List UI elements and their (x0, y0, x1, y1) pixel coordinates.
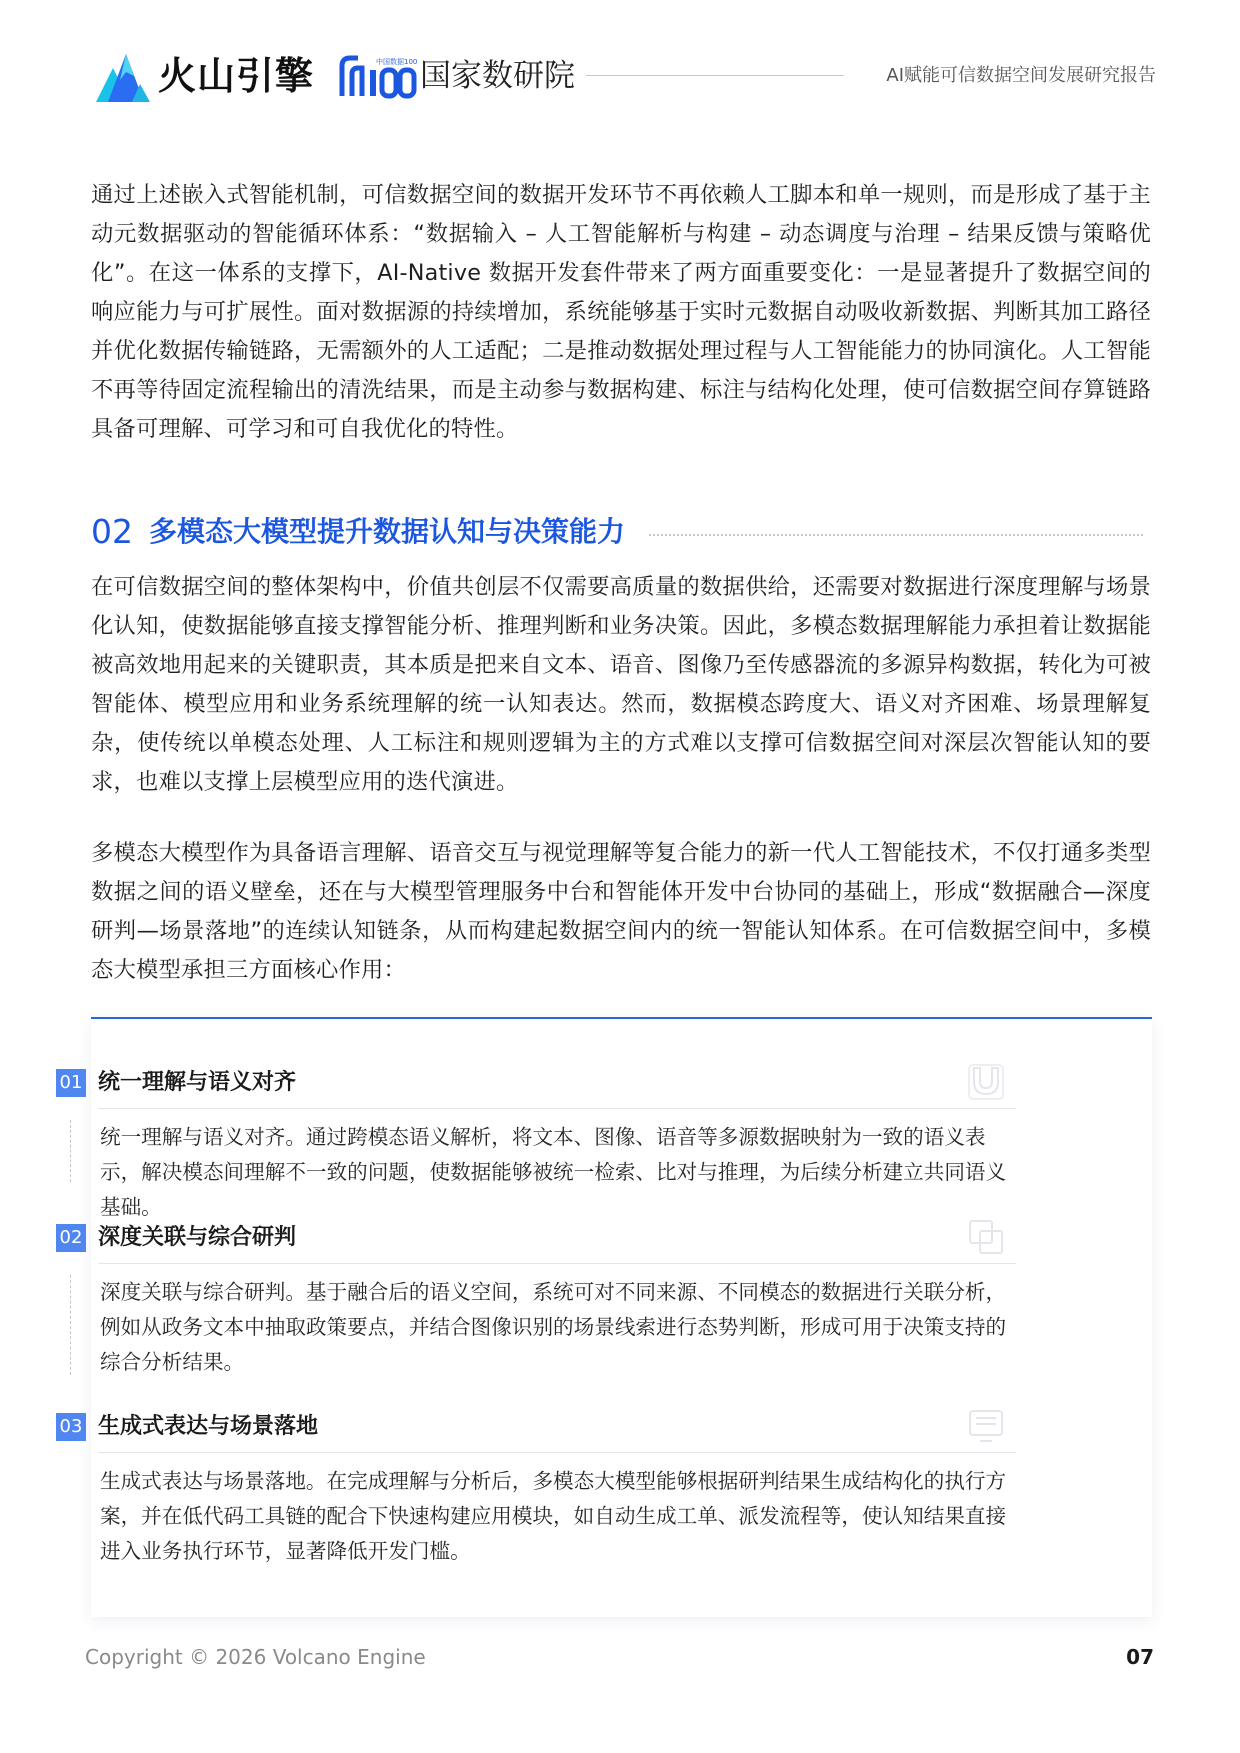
volcano-mountain-icon (96, 50, 150, 102)
national-data-institute-logo-text: 国家数研院 (420, 58, 575, 94)
section-number: 02 (91, 512, 133, 551)
core-role-badge: 03 (56, 1413, 86, 1441)
overlap-squares-icon (966, 1217, 1006, 1257)
section-heading (91, 509, 1143, 555)
core-role-title: 统一理解与语义对齐 (98, 1070, 297, 1095)
core-role-divider (98, 1263, 1016, 1264)
core-role-divider (98, 1452, 1016, 1453)
core-role-header (56, 1221, 1016, 1255)
copyright-notice: Copyright © 2026 Volcano Engine (85, 1645, 426, 1669)
core-role-dashed-guide (70, 1120, 71, 1182)
section-title: 多模态大模型提升数据认知与决策能力 (149, 515, 626, 548)
core-role-dashed-guide (70, 1275, 71, 1375)
core-role-badge: 02 (56, 1224, 86, 1252)
core-role-description: 统一理解与语义对齐。通过跨模态语义解析，将文本、图像、语音等多源数据映射为一致的语义表示，解决模态间理解不一致的问题，使数据能够被统一检索、比对与推理，为后续分析建立共同语义基础。 (100, 1125, 1007, 1219)
volcano-engine-logo (96, 50, 314, 102)
national-data-institute-logo (336, 50, 575, 102)
core-role-header (56, 1410, 1016, 1444)
core-role-divider (98, 1108, 1016, 1109)
data-100-logo-mark-icon (336, 52, 418, 100)
core-role-title: 生成式表达与场景落地 (98, 1414, 319, 1439)
core-role-description: 生成式表达与场景落地。在完成理解与分析后，多模态大模型能够根据研判结果生成结构化的执行方案，并在低代码工具链的配合下快速构建应用模块，如自动生成工单、派发流程等，使认知结果直接进入业务执行环节，显著降低开发门槛。 (100, 1469, 1007, 1563)
section-paragraph-1: 在可信数据空间的整体架构中，价值共创层不仅需要高质量的数据供给，还需要对数据进行深度理解与场景化认知，使数据能够直接支撑智能分析、推理判断和业务决策。因此，多模态数据理解能力承担着让数据能被高效地用起来的关键职责，其本质是把来自文本、语音、图像乃至传感器流的多源异构数据，转化为可被智能体、模型应用和业务系统理解的统一认知表达。然而，数据模态跨度大、语义对齐困难、场景理解复杂，使传统以单模态处理、人工标注和规则逻辑为主的方式难以支撑可信数据空间对深层次智能认知的要求，也难以支撑上层模型应用的迭代演进。 (91, 574, 1151, 795)
core-role-header (56, 1066, 1016, 1100)
section-paragraph-2: 多模态大模型作为具备语言理解、语音交互与视觉理解等复合能力的新一代人工智能技术，不仅打通多类型数据之间的语义壁垒，还在与大模型管理服务中台和智能体开发中台协同的基础上，形成“数据融合—深度研判—场景落地”的连续认知链条，从而构建起数据空间内的统一智能认知体系。在可信数据空间中，多模态大模型承担三方面核心作用： (91, 840, 1151, 983)
section-dotted-rule (649, 534, 1143, 536)
core-role-badge: 01 (56, 1069, 86, 1097)
volcano-engine-logo-text: 火山引擎 (158, 54, 315, 98)
core-role-item (56, 1066, 1016, 1219)
core-role-item (56, 1410, 1016, 1563)
magnet-icon (966, 1062, 1006, 1102)
report-title: AI赋能可信数据空间发展研究报告 (886, 65, 1156, 86)
intro-paragraph: 通过上述嵌入式智能机制，可信数据空间的数据开发环节不再依赖人工脚本和单一规则，而是形成了基于主动元数据驱动的智能循环体系：“数据输入 – 人工智能解析与构建 – 动态调度与治理 – 结果反馈与策略优化”。在这一体系的支撑下，AI-Native 数据开发套件带来了两方面重要变化：一是显著提升了数据空间的响应能力与可扩展性。面对数据源的持续增加，系统能够基于实时元数据自动吸收新数据、判断其加工路径并优化数据传输链路，无需额外的人工适配；二是推动数据处理过程与人工智能能力的协同演化。人工智能不再等待固定流程输出的清洗结果，而是主动参与数据构建、标注与结构化处理，使可信数据空间存算链路具备可理解、可学习和可自我优化的特性。 (91, 182, 1151, 442)
page-header (0, 0, 1240, 130)
core-role-title: 深度关联与综合研判 (98, 1225, 297, 1250)
core-role-item (56, 1221, 1016, 1374)
page-number: 07 (1126, 1645, 1154, 1669)
monitor-icon (966, 1406, 1006, 1446)
header-divider (586, 75, 844, 76)
core-role-description: 深度关联与综合研判。基于融合后的语义空间，系统可对不同来源、不同模态的数据进行关联分析，例如从政务文本中抽取政策要点，并结合图像识别的场景线索进行态势判断，形成可用于决策支持的综合分析结果。 (100, 1280, 1007, 1374)
logo-mark-caption: 中国数据100 (376, 58, 418, 66)
